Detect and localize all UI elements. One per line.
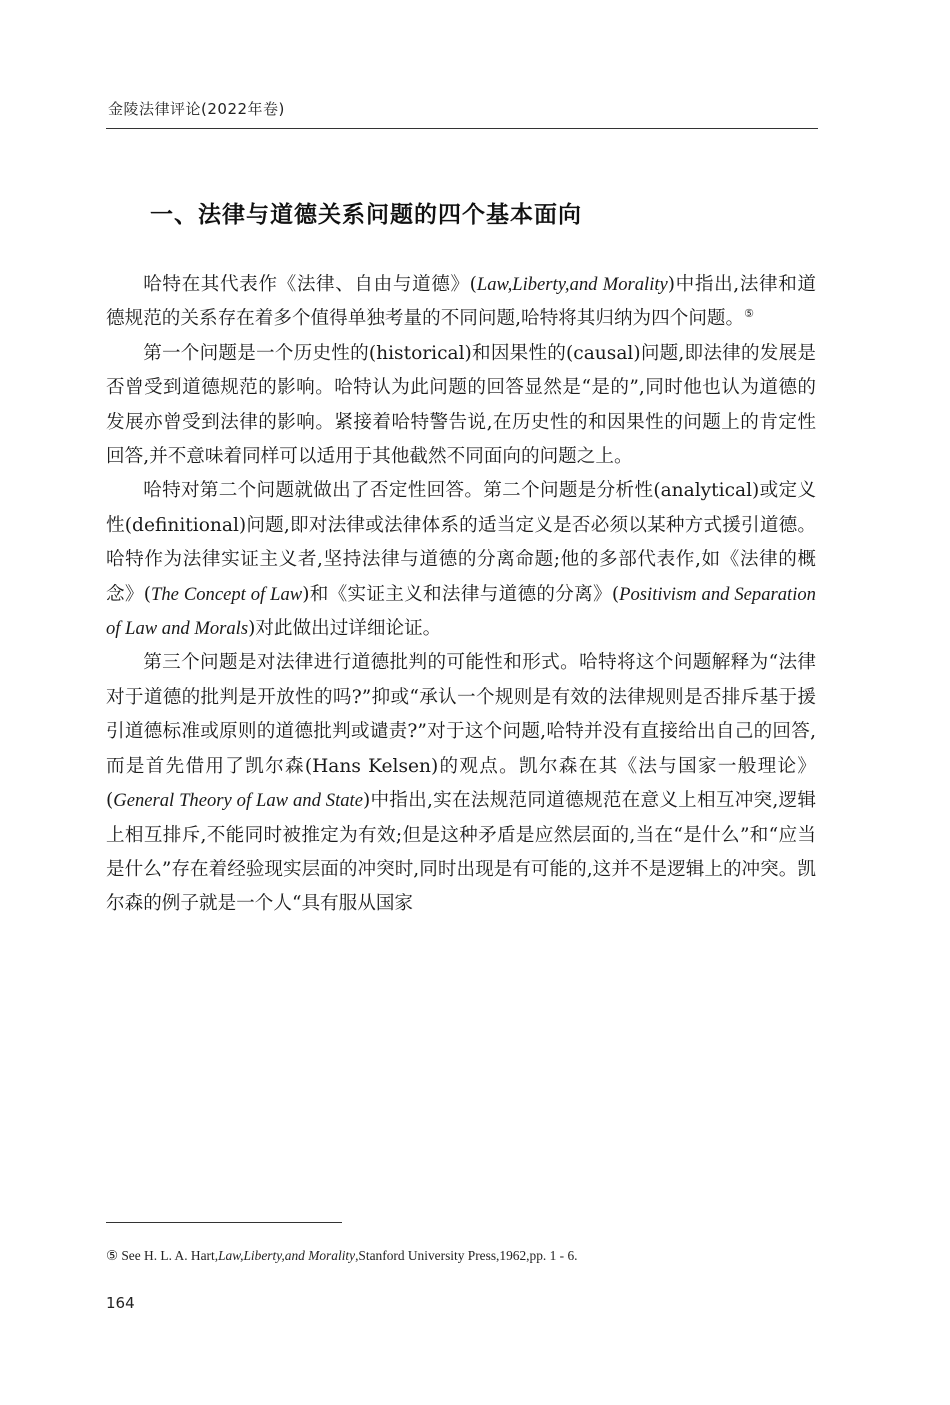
section-title: 一、法律与道德关系问题的四个基本面向 (150, 202, 582, 228)
book-title-italic: General Theory of Law and State (113, 790, 363, 812)
paragraph-text: 哈特在其代表作《法律、自由与道德》( (143, 274, 477, 295)
paragraph-text: 哈特对第二个问题就做出了否定性回答。第二个问题是分析性(analytical)或定义性(definitional)问题,即对法律或法律体系的适当定义是否必须以某种方式援引道德。哈特作为法律实证主义者,坚持法律与道德的分离命题;他的多部代表作,如《法律的概念》( (106, 480, 816, 605)
paragraph-text: )中指出,实在法规范同道德规范在意义上相互冲突,逻辑上相互排斥,不能同时被推定为有效;但是这种矛盾是应然层面的,当在“是什么”和“应当是什么”存在着经验现实层面的冲突时,同时出现是有可能的,这并不是逻辑上的冲突。凯尔森的例子就是一个人“具有服从国家 (106, 790, 817, 915)
paragraph-text: )和《实证主义和法律与道德的分离》( (302, 583, 620, 605)
footnote-number: ⑤ (106, 1248, 119, 1263)
footnote-rule (106, 1222, 342, 1223)
footnote-title-italic: Law,Liberty,and Morality (218, 1248, 356, 1263)
running-head: 金陵法律评论(2022年卷) (108, 100, 285, 118)
paragraph-text: )对此做出过详细论证。 (248, 618, 442, 640)
paragraph-text: 第三个问题是对法律进行道德批判的可能性和形式。哈特将这个问题解释为“法律对于道德的批判是开放性的吗?”抑或“承认一个规则是有效的法律规则是否排斥基于援引道德标准或原则的道德批判或谴责?”对于这个问题,哈特并没有直接给出自己的回答,而是首先借用了凯尔森(Hans Kelsen)的观点。凯尔森在其《法与国家一般理论》( (106, 652, 816, 812)
paragraph-2: 第一个问题是一个历史性的(historical)和因果性的(causal)问题,即法律的发展是否曾受到道德规范的影响。哈特认为此问题的回答显然是“是的”,同时他也认为道德的发展亦曾受到法律的影响。紧接着哈特警告说,在历史性的和因果性的问题上的肯定性回答,并不意味着同样可以适用于其他截然不同面向的问题之上。 (106, 342, 816, 468)
paragraph-1 (106, 268, 816, 337)
book-title-italic: Positivism and Separation of Law and Morals (106, 583, 816, 640)
book-title-italic: Law,Liberty,and Morality (476, 274, 668, 295)
footnote (106, 1248, 826, 1264)
paragraph-3 (106, 474, 816, 646)
paragraph-text: )中指出,法律和道德规范的关系存在着多个值得单独考量的不同问题,哈特将其归纳为四个问题。 (106, 274, 817, 330)
page-number: 164 (106, 1294, 135, 1312)
footnote-text: ,Stanford University Press,1962,pp. 1 - 6. (355, 1248, 578, 1263)
book-title-italic: The Concept of Law (151, 583, 303, 605)
footnote-marker[interactable]: ⑤ (744, 307, 754, 321)
paragraph-4 (106, 646, 816, 921)
body-text (106, 268, 816, 922)
header-rule (106, 128, 818, 129)
footnote-text: See H. L. A. Hart, (118, 1248, 219, 1263)
